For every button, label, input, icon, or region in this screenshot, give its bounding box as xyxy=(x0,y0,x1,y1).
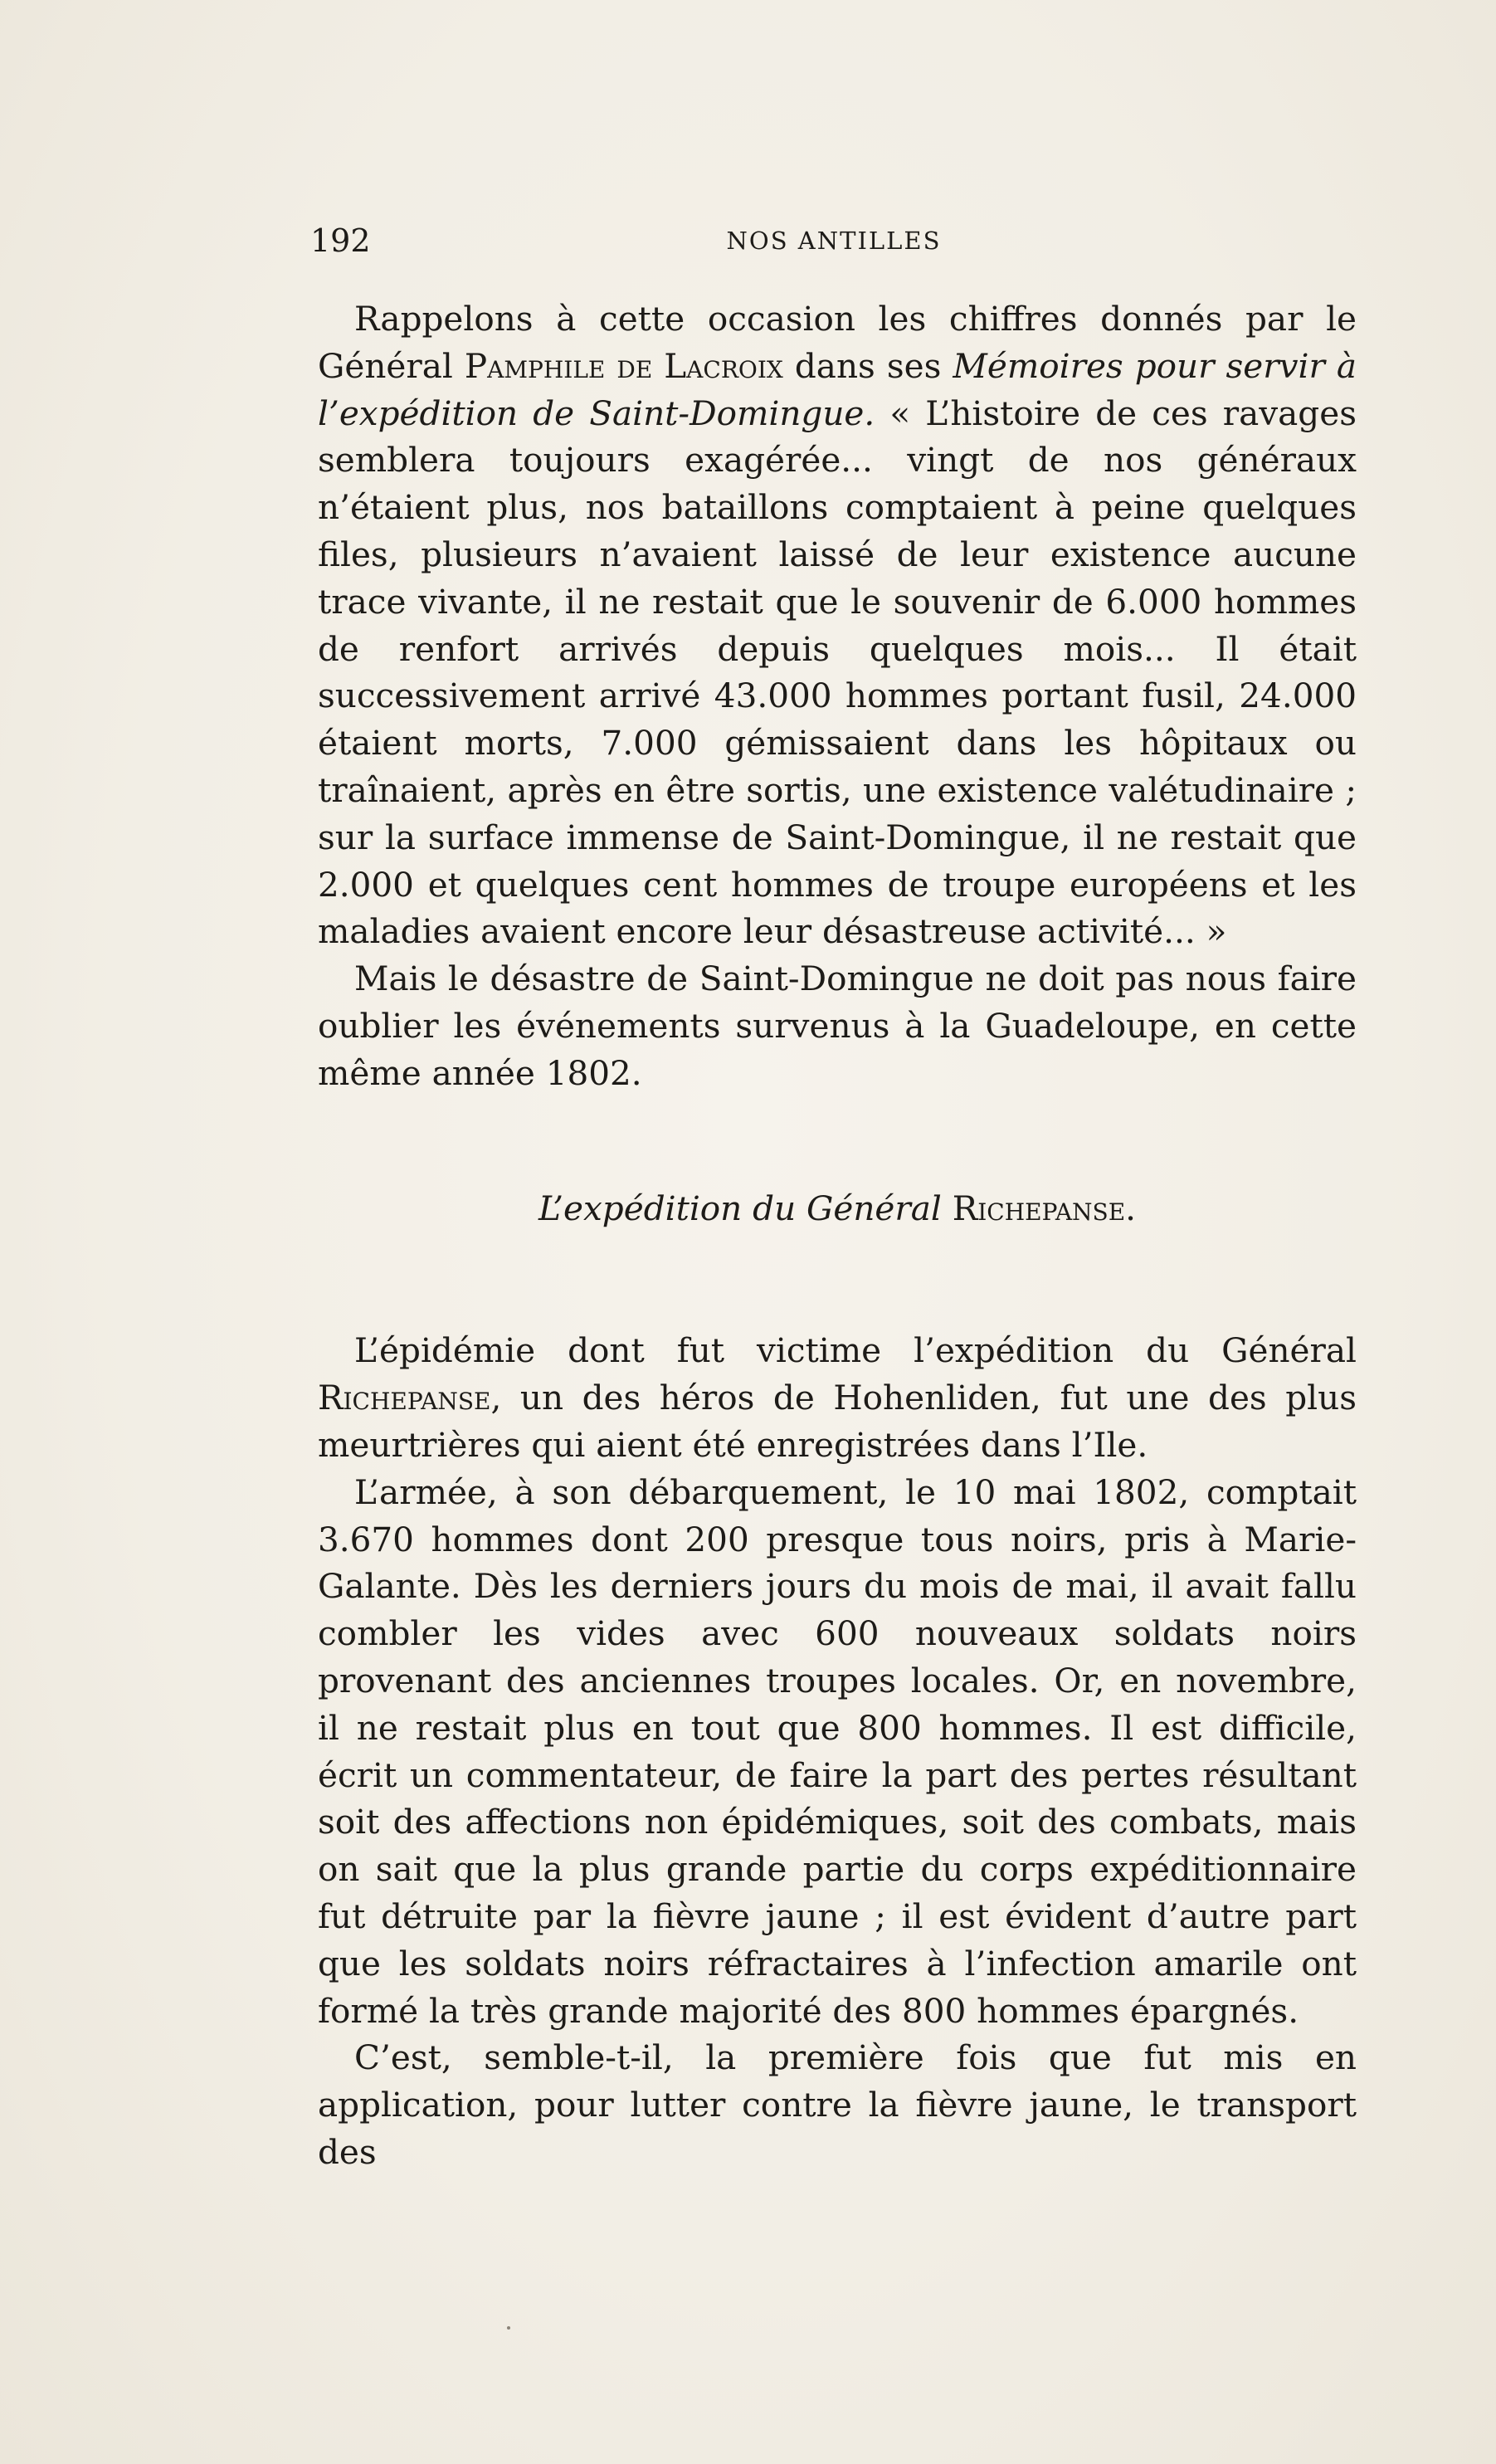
paragraph-4: L’armée, à son débarquement, le 10 mai 1802, comptait 3.670 hommes dont 200 presque tous noirs, pris à Marie-Galante. Dès les derniers jours du mois de mai, il avait fallu combler les vides avec 600 nouveaux soldats noirs provenant des anciennes troupes locales. Or, en novembre, il ne restait plus en tout que 800 hommes. Il est difficile, écrit un commentateur, de faire la part des pertes résultant soit des affections non épidémiques, soit des combats, mais on sait que la plus grande partie du corps expéditionnaire fut détruite par la fièvre jaune ; il est évident d’autre part que les soldats noirs réfractaires à l’infection amarile ont formé la très grande majorité des 800 hommes épargnés. xyxy=(318,1471,1357,2031)
paragraph-1: Rappelons à cette occasion les chiffres donnés par le Général Pamphile de Lacroix dans ses Mémoires pour servir à l’expédition de Saint-Domingue. « L’histoire de ces ravages semblera toujours exagérée... vingt de nos généraux n’étaient plus, nos bataillons comptaient à peine quelques files, plusieurs n’avaient laissé de leur existence aucune trace vivante, il ne restait que le souvenir de 6.000 hommes de renfort arrivés depuis quelques mois... Il était successivement arrivé 43.000 hommes portant fusil, 24.000 étaient morts, 7.000 gémissaient dans les hôpitaux ou traînaient, après en être sortis, une existence valétudinaire ; sur la surface immense de Saint-Domingue, il ne restait que 2.000 et quelques cent hommes de troupe européens et les maladies avaient encore leur désastreuse activité... » xyxy=(318,299,1357,952)
author-name: Pamphile de Lacroix xyxy=(464,345,783,386)
running-title: NOS ANTILLES xyxy=(726,227,942,255)
paper-speck xyxy=(507,2326,510,2330)
general-name: Richepanse xyxy=(318,1378,491,1418)
page-number: 192 xyxy=(310,222,371,259)
paragraph-3: L’épidémie dont fut victime l’expédition du Général Richepanse, un des héros de Hohenliden, fut une des plus meurtrières qui aient été enregistrées dans l’Ile. xyxy=(318,1330,1357,1465)
paragraph-2: Mais le désastre de Saint-Domingue ne doit pas nous faire oublier les événements survenus à la Guadeloupe, en cette même année 1802. xyxy=(318,959,1357,1093)
section-heading: L’expédition du Général Richepanse. xyxy=(538,1188,1137,1228)
book-title: Mémoires pour servir à l’expédition de Saint-Domingue. xyxy=(318,345,1357,433)
body-text xyxy=(318,295,1357,2176)
paragraph-5: C’est, semble-t-il, la première fois que fut mis en application, pour lutter contre la fièvre jaune, le transport des xyxy=(318,2037,1357,2172)
page-header xyxy=(310,216,1357,266)
section-heading-name: Richepanse. xyxy=(952,1188,1137,1228)
